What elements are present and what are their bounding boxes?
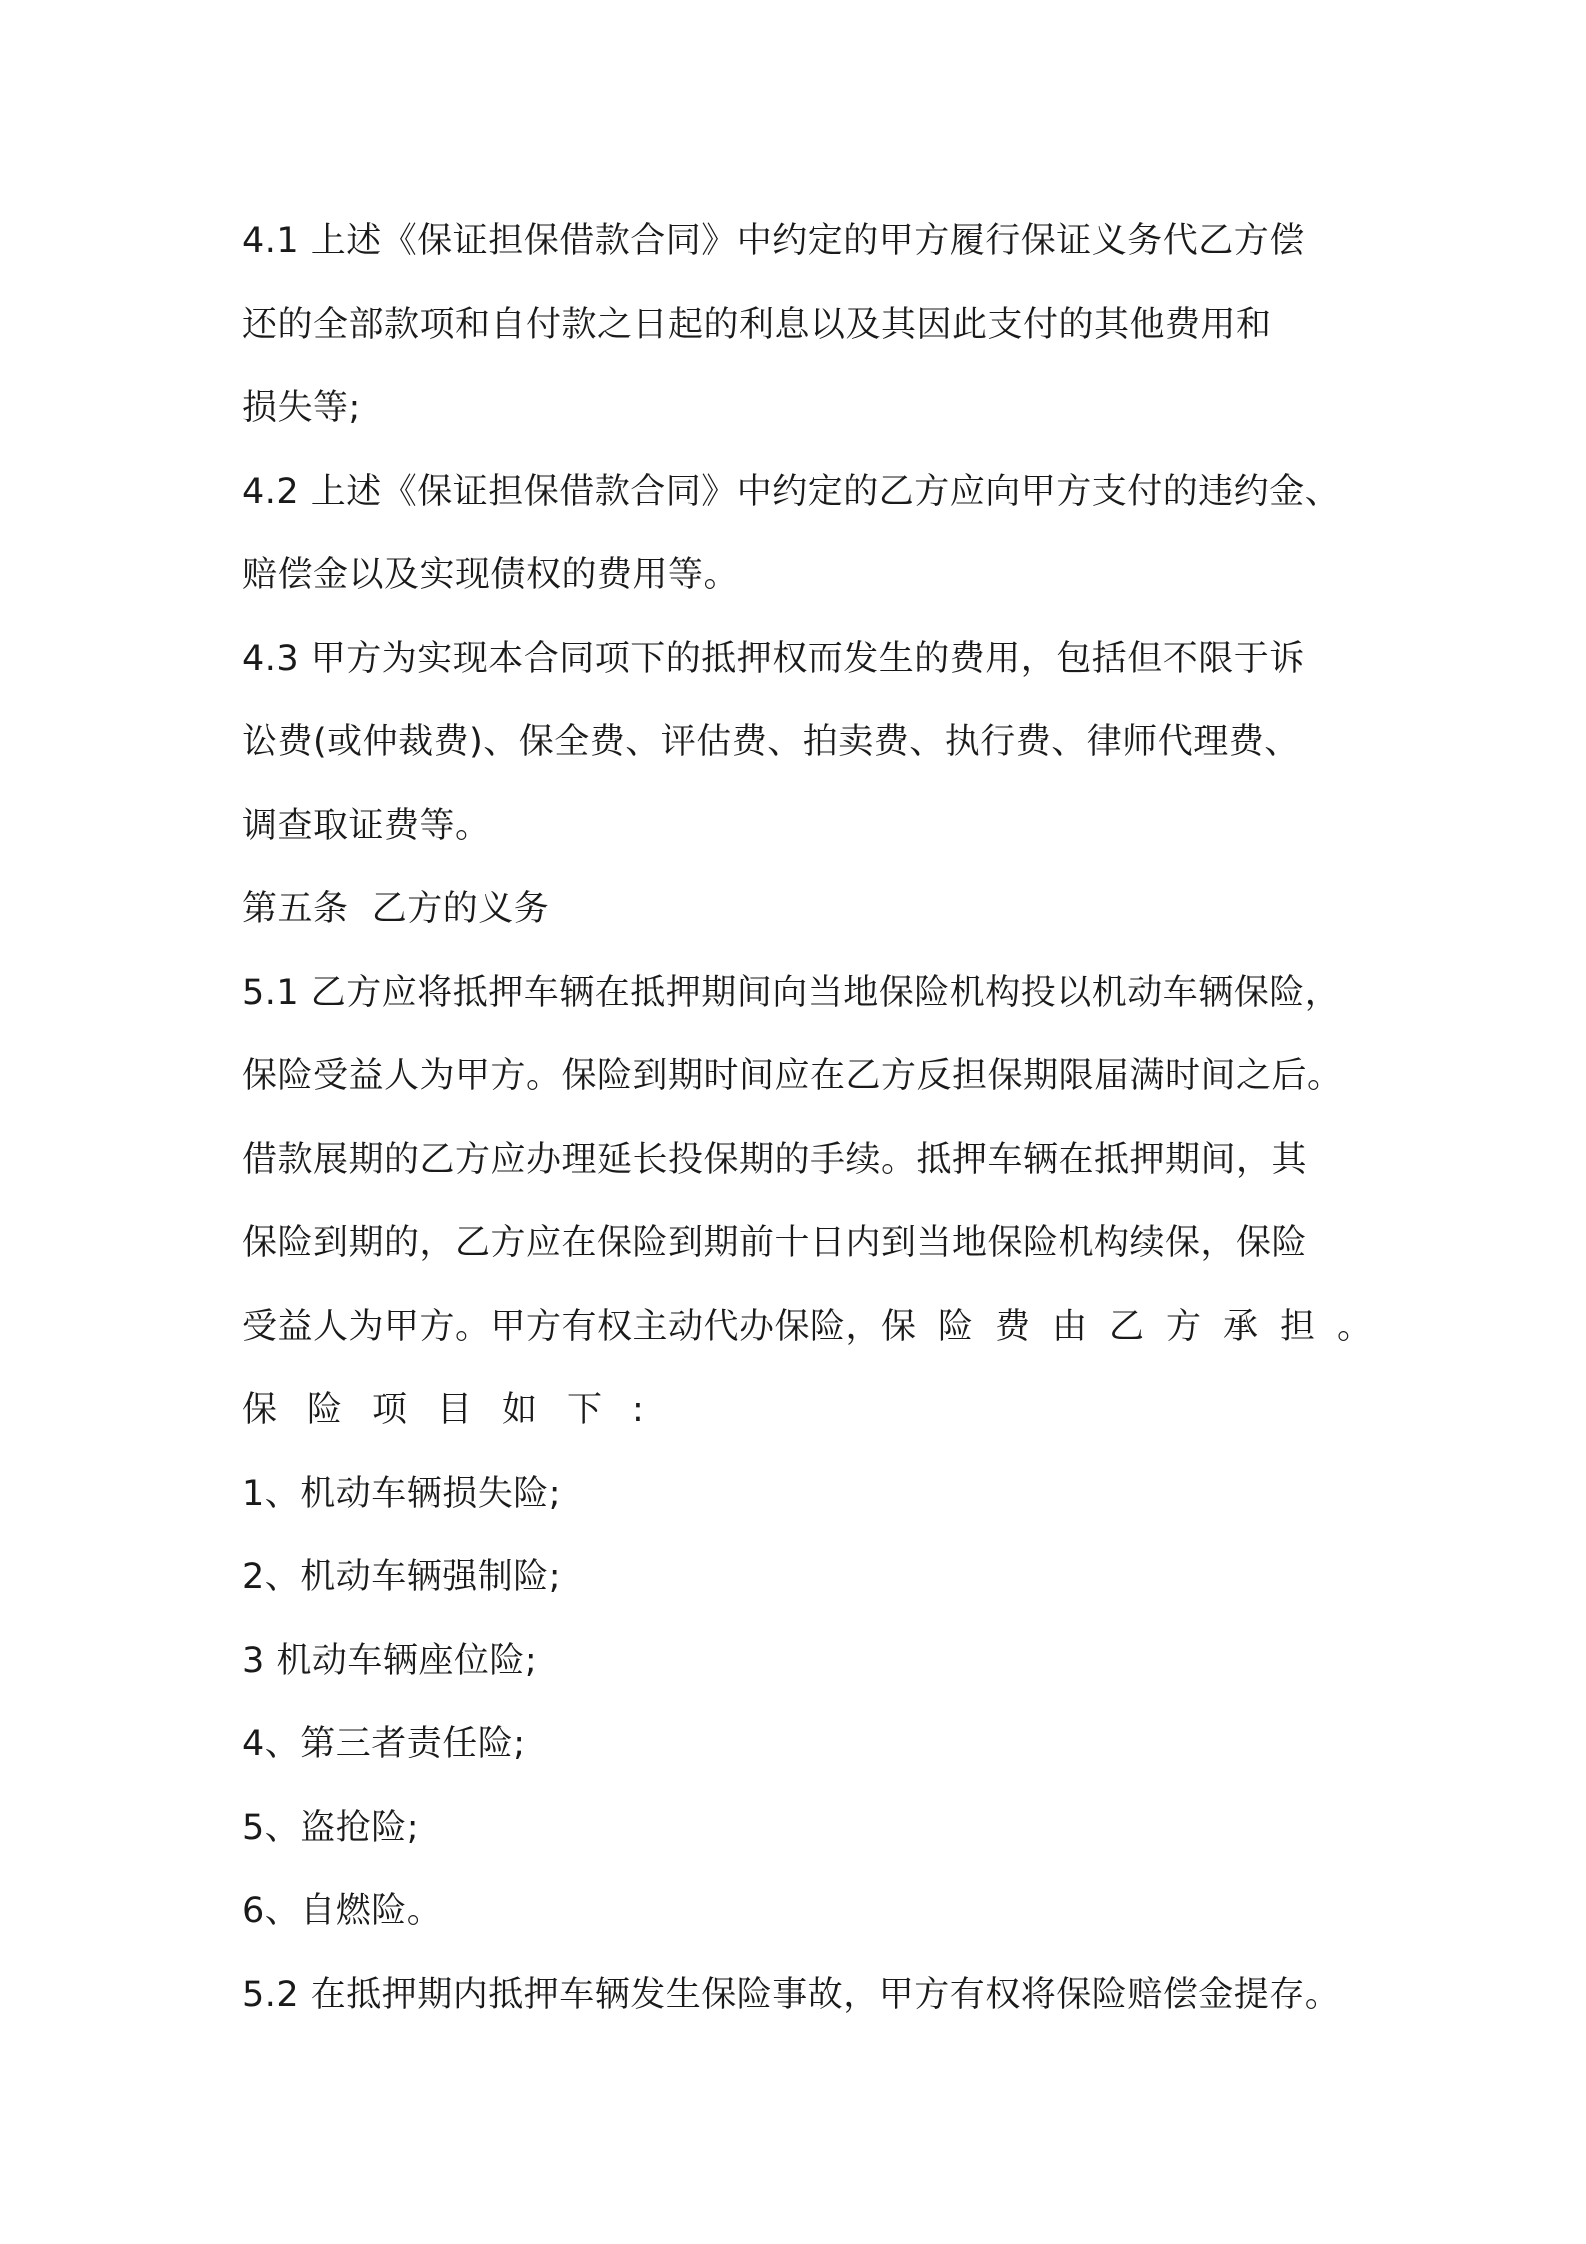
clause-5-1-line-5-start: 受益人为甲方。甲方有权主动代办保险， xyxy=(242,1306,882,1347)
clause-5-1-line-4: 保险到期的，乙方应在保险到期前十日内到当地保险机构续保，保险 xyxy=(242,1223,1308,1263)
clause-4-3-line-1: 4.3 甲方为实现本合同项下的抵押权而发生的费用，包括但不限于诉 xyxy=(242,638,1305,679)
insurance-item-3: 3 机动车辆座位险; xyxy=(242,1640,538,1681)
insurance-items-heading: 保险项目如下: xyxy=(242,1390,674,1430)
clause-4-2-line-1: 4.2 上述《保证担保借款合同》中约定的乙方应向甲方支付的违约金、 xyxy=(242,471,1341,512)
clause-4-1-line-2: 还的全部款项和自付款之日起的利息以及其因此支付的其他费用和 xyxy=(242,304,1272,345)
insurance-item-1: 1、机动车辆损失险; xyxy=(242,1473,562,1514)
clause-5-1-line-5 xyxy=(242,1286,1395,1370)
insurance-item-4: 4、第三者责任险; xyxy=(242,1724,526,1764)
clause-4-3-line-2: 讼费(或仲裁费)、保全费、评估费、拍卖费、执行费、律师代理费、 xyxy=(242,722,1300,762)
clause-5-1-line-2: 保险受益人为甲方。保险到期时间应在乙方反担保期限届满时间之后。 xyxy=(242,1056,1343,1096)
clause-5-2-line-1: 5.2 在抵押期内抵押车辆发生保险事故，甲方有权将保险赔偿金提存。 xyxy=(242,1974,1341,2015)
clause-4-3-line-3: 调查取证费等。 xyxy=(242,805,491,846)
clause-5-1-line-5-end: 保险费由乙方承担。 xyxy=(881,1306,1395,1347)
clause-5-1-line-1: 5.1 乙方应将抵押车辆在抵押期间向当地保险机构投以机动车辆保险， xyxy=(242,972,1341,1013)
clause-4-1-line-1: 4.1 上述《保证担保借款合同》中约定的甲方履行保证义务代乙方偿 xyxy=(242,221,1305,261)
document-page xyxy=(242,200,1395,2037)
clause-4-1-line-3: 损失等; xyxy=(242,388,361,428)
clause-4-2-line-2: 赔偿金以及实现债权的费用等。 xyxy=(242,555,740,595)
insurance-item-2: 2、机动车辆强制险; xyxy=(242,1557,562,1597)
insurance-item-5: 5、盗抢险; xyxy=(242,1807,420,1848)
article-5-heading: 第五条 乙方的义务 xyxy=(242,889,550,929)
insurance-item-6: 6、自燃险。 xyxy=(242,1891,443,1931)
clause-5-1-line-3: 借款展期的乙方应办理延长投保期的手续。抵押车辆在抵押期间，其 xyxy=(242,1139,1308,1180)
